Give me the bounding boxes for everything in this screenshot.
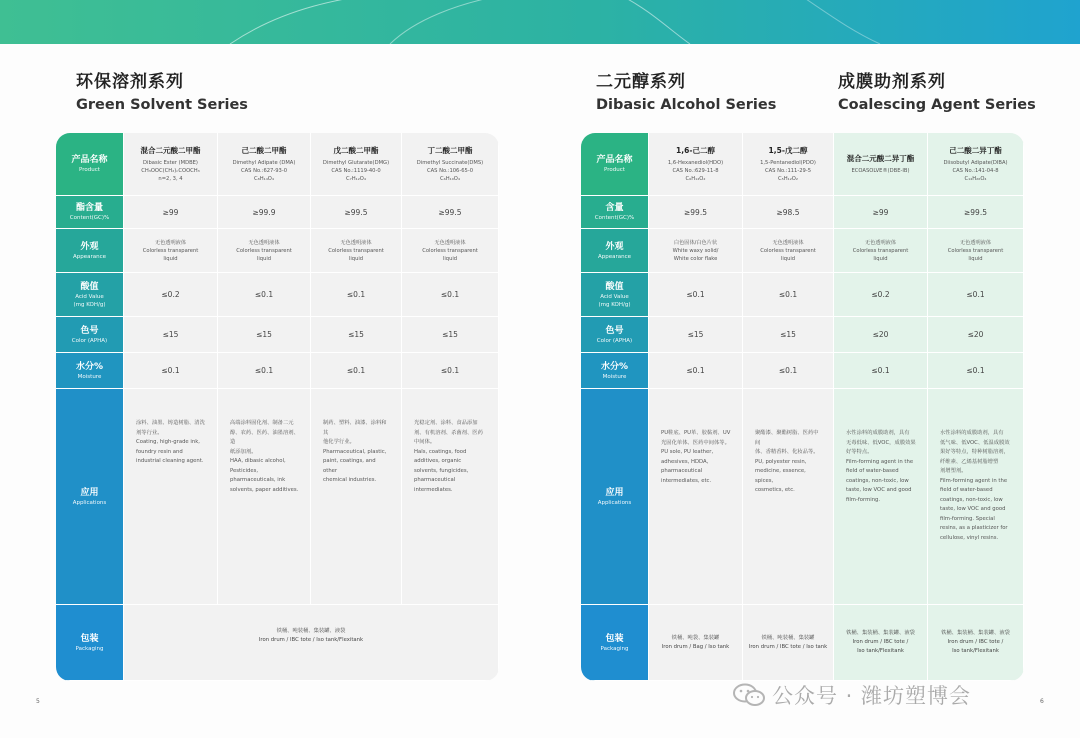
moisture-value: ≤0.1: [311, 353, 402, 389]
packaging-cn: 铁桶、吨装桶、集装罐: [761, 634, 815, 641]
app-line: 高端涂料固化剂、制备二元: [230, 420, 294, 426]
color-value: ≤20: [834, 317, 928, 353]
packaging-en: Iso tank/Flexitank: [857, 648, 904, 654]
app-line: 好等特点。: [846, 449, 873, 455]
product-line: Dimethyl Glutarate(DMG): [322, 160, 390, 166]
product-line: C₆H₁₄O₂: [685, 176, 706, 182]
product-name: 戊二酸二甲酯: [333, 146, 379, 155]
appearance-cn: 无色透明液体: [434, 239, 466, 246]
green-solvent-table: [56, 133, 499, 681]
product-line: CAS No.:111-29-5: [764, 168, 812, 174]
product-header: [124, 133, 218, 196]
page-number-left: 5: [36, 698, 40, 705]
coalescing-agent-title-en: Coalescing Agent Series: [838, 97, 1036, 113]
label-en: Content(GC)%: [69, 215, 110, 221]
app-line: 醇、农药、医药、油墨溶剂、造: [230, 429, 299, 445]
label-en: Acid Value: [75, 293, 104, 300]
product-header: [218, 133, 311, 196]
product-header: [402, 133, 499, 196]
coalescing-agent-title-cn: 成膜助剂系列: [838, 72, 946, 92]
appearance-cell: [743, 229, 834, 273]
app-line: Coating, high-grade ink,: [136, 439, 200, 445]
appearance-en: White waxy solid/: [672, 247, 719, 254]
label-cn: 色号: [80, 325, 99, 336]
content-value: ≥99.9: [218, 196, 311, 229]
app-line: 纤维素、乙烯基树脂增塑: [940, 458, 999, 465]
row-header-appearance: [581, 229, 649, 273]
row-header-product: [581, 133, 649, 196]
moisture-value: ≤0.1: [218, 353, 311, 389]
app-line: cellulose, vinyl resins.: [940, 534, 999, 541]
app-line: 果好等特点，特种树脂溶剂，: [940, 449, 1009, 455]
acid-value: ≤0.2: [834, 273, 928, 317]
appearance-en: Colorless transparent: [422, 247, 478, 254]
content-value: ≥99: [834, 196, 928, 229]
content-value: ≥99.5: [649, 196, 743, 229]
applications-cell: [834, 389, 928, 605]
acid-value: ≤0.1: [928, 273, 1024, 317]
applications-cell: [649, 389, 743, 605]
row-header-content: [56, 196, 124, 229]
product-line: C₈H₁₄O₄: [254, 176, 274, 182]
applications-cell: [743, 389, 834, 605]
row-header-content: [581, 196, 649, 229]
packaging-cell: [743, 605, 834, 681]
content-value: ≥99.5: [928, 196, 1024, 229]
app-line: 涂料、油墨、铸造树脂、清洗: [136, 420, 205, 426]
label-cn: 酯含量: [75, 203, 103, 213]
acid-value: ≤0.1: [402, 273, 499, 317]
product-line: C₆H₁₀O₄: [440, 176, 460, 182]
appearance-cell: [928, 229, 1024, 273]
green-solvent-title-cn: 环保溶剂系列: [76, 72, 184, 92]
appearance-cn: 无色透明液体: [340, 239, 372, 246]
product-name: 己二酸二甲酯: [241, 146, 287, 155]
header-band: [0, 0, 1080, 44]
label-cn: 色号: [605, 325, 624, 336]
acid-value: ≤0.1: [218, 273, 311, 317]
dibasic-alcohol-title-en: Dibasic Alcohol Series: [596, 97, 777, 113]
appearance-cn: 无色透明液体: [248, 239, 280, 246]
app-line: 光固化单体、医药中间体等。: [661, 439, 730, 446]
packaging-en: Iron drum / IBC tote / Iso tank/Flexitank: [258, 637, 364, 643]
product-line: Dimethyl Succinate(DMS): [416, 160, 484, 166]
app-line: PU sole, PU leather,: [661, 449, 714, 455]
app-line: 水性涂料的成膜助剂，具有: [846, 430, 910, 436]
product-header: [834, 133, 928, 196]
label-cn: 水分%: [600, 361, 629, 372]
app-line: 无毒低味、低VOC，成膜效果: [846, 439, 916, 446]
app-line: solvents, paper additives.: [230, 486, 299, 493]
product-name: 丁二酸二甲酯: [427, 146, 473, 155]
row-header-product: [56, 133, 124, 196]
applications-cell: [124, 389, 218, 605]
app-line: taste, low VOC and good: [940, 506, 1006, 512]
label-cn: 包装: [605, 633, 624, 644]
color-value: ≤15: [402, 317, 499, 353]
coalescing-agent-heading: [838, 72, 1036, 115]
appearance-en: White color flake: [673, 255, 718, 262]
moisture-value: ≤0.1: [928, 353, 1024, 389]
app-line: 制药、塑料、油漆、涂料和其: [323, 420, 387, 436]
applications-cell: [218, 389, 311, 605]
label-en: Packaging: [600, 645, 629, 652]
label-cn: 外观: [605, 241, 624, 252]
product-line: CAS No.:1119-40-0: [331, 168, 381, 174]
appearance-cell: [402, 229, 499, 273]
app-line: field of water-based: [846, 468, 899, 474]
app-line: intermediates, etc.: [661, 477, 712, 484]
moisture-value: ≤0.1: [834, 353, 928, 389]
app-line: 剂增塑剂。: [940, 468, 967, 474]
label-en: (mg KOH/g): [598, 301, 631, 308]
app-line: 剂等行业。: [136, 429, 163, 436]
label-cn: 包装: [80, 633, 99, 644]
decorative-curves: [0, 0, 1080, 44]
label-en: Color (APHA): [71, 337, 108, 344]
packaging-en: Iron drum / IBC tote /: [852, 639, 909, 645]
product-line: C₇H₁₂O₄: [346, 176, 366, 182]
app-line: film-forming.: [846, 496, 881, 503]
label-en: Product: [79, 167, 100, 173]
color-value: ≤15: [311, 317, 402, 353]
packaging-en: Iron drum / Bag / Iso tank: [661, 643, 730, 650]
product-header: [311, 133, 402, 196]
app-line: Hals, coatings, food: [414, 448, 467, 455]
appearance-en: liquid: [256, 255, 272, 262]
acid-value: ≤0.2: [124, 273, 218, 317]
product-name: 1,5-戊二醇: [768, 146, 808, 155]
dibasic-coalescing-table: [581, 133, 1024, 681]
app-line: pharmaceuticals, ink: [230, 477, 286, 483]
packaging-cell: [834, 605, 928, 681]
packaging-en: Iron drum / IBC tote / Iso tank: [748, 643, 828, 650]
app-line: 光稳定剂、涂料、食品添加: [414, 420, 478, 426]
app-line: 纸添加剂。: [230, 448, 257, 455]
app-line: coatings, non-toxic, low: [846, 477, 909, 484]
app-line: resins, as a plasticizer for: [940, 525, 1008, 531]
app-line: 低气味、低VOC、低温成膜效: [940, 439, 1010, 446]
product-line: CAS No.:627-93-0: [240, 168, 288, 174]
row-header-packaging: [581, 605, 649, 681]
app-line: chemical industries.: [323, 477, 377, 483]
label-en: Applications: [597, 499, 632, 506]
app-line: coatings, non-toxic, low: [940, 496, 1003, 503]
acid-value: ≤0.1: [743, 273, 834, 317]
product-line: Dibasic Ester (MDBE): [143, 160, 198, 166]
label-cn: 产品名称: [596, 155, 633, 165]
row-header-acid: [56, 273, 124, 317]
label-cn: 应用: [605, 487, 624, 498]
row-header-applications: [581, 389, 649, 605]
product-name: 己二酸二异丁酯: [949, 146, 1002, 155]
product-line: C₅H₁₂O₂: [778, 176, 798, 182]
label-en: Acid Value: [600, 293, 629, 300]
packaging-cell: [928, 605, 1024, 681]
product-line: n=2, 3, 4: [158, 176, 183, 182]
appearance-en: Colorless transparent: [852, 247, 909, 254]
label-en: Packaging: [75, 645, 104, 652]
product-line: 1,6-Hexanediol(HDO): [667, 160, 724, 166]
appearance-cell: [834, 229, 928, 273]
app-line: PU鞋底、PU革、胶黏剂、UV: [661, 430, 731, 436]
label-en: Applications: [72, 499, 107, 506]
label-en: Appearance: [597, 253, 632, 260]
appearance-en: liquid: [968, 255, 983, 262]
applications-cell: [311, 389, 402, 605]
row-header-moisture: [56, 353, 124, 389]
packaging-en: Iron drum / IBC tote /: [947, 639, 1004, 645]
row-header-acid: [581, 273, 649, 317]
moisture-value: ≤0.1: [743, 353, 834, 389]
app-line: Pharmaceutical, plastic,: [323, 448, 387, 455]
product-line: C₁₄H₂₆O₄: [964, 176, 987, 182]
appearance-en: Colorless transparent: [328, 247, 384, 254]
app-line: Film-forming agent in the: [846, 458, 914, 465]
row-header-color: [581, 317, 649, 353]
dibasic-alcohol-title-cn: 二元醇系列: [596, 72, 686, 92]
label-en: Appearance: [72, 253, 107, 260]
product-name: 1,6-己二醇: [676, 146, 715, 155]
app-line: Pesticides,: [230, 467, 259, 474]
moisture-value: ≤0.1: [124, 353, 218, 389]
label-en: Product: [604, 167, 625, 173]
app-line: film-forming. Special: [940, 515, 995, 522]
appearance-en: liquid: [163, 255, 178, 262]
app-line: paint, coatings, and other: [323, 458, 376, 474]
label-cn: 产品名称: [71, 155, 108, 165]
appearance-cell: [218, 229, 311, 273]
appearance-cn: 白色固体/白色片状: [673, 239, 718, 246]
label-en: Moisture: [77, 373, 102, 380]
content-value: ≥99.5: [402, 196, 499, 229]
appearance-en: Colorless transparent: [236, 247, 292, 254]
label-cn: 外观: [80, 241, 99, 252]
app-line: field of water-based: [940, 487, 993, 493]
appearance-cell: [649, 229, 743, 273]
app-line: additives, organic: [414, 458, 462, 464]
app-line: 体、香精香料、化妆品等。: [755, 449, 819, 455]
app-line: 中间体。: [414, 439, 436, 445]
appearance-cn: 无色透明液体: [864, 239, 897, 246]
acid-value: ≤0.1: [649, 273, 743, 317]
label-en: Moisture: [602, 373, 627, 380]
wechat-icon: [732, 683, 766, 707]
color-value: ≤15: [649, 317, 743, 353]
watermark: [732, 680, 971, 710]
app-line: 他化学行业。: [323, 439, 355, 445]
row-header-packaging: [56, 605, 124, 681]
app-line: cosmetics, etc.: [755, 487, 795, 493]
acid-value: ≤0.1: [311, 273, 402, 317]
dibasic-alcohol-heading: [596, 72, 776, 115]
row-header-moisture: [581, 353, 649, 389]
row-header-appearance: [56, 229, 124, 273]
content-value: ≥98.5: [743, 196, 834, 229]
app-line: foundry resin and: [136, 448, 183, 455]
product-name: 混合二元酸二甲酯: [140, 146, 201, 155]
moisture-value: ≤0.1: [402, 353, 499, 389]
packaging-en: Iso tank/Flexitank: [952, 648, 999, 654]
moisture-value: ≤0.1: [649, 353, 743, 389]
product-line: CH₃OOC(CH₂)ₙCOOCH₃: [141, 168, 200, 174]
label-cn: 应用: [80, 487, 99, 498]
row-header-color: [56, 317, 124, 353]
packaging-cn: 铁桶、吨袋、集装罐: [671, 634, 720, 641]
product-header: [649, 133, 743, 196]
label-en: (mg KOH/g): [73, 301, 106, 308]
content-value: ≥99: [124, 196, 218, 229]
color-value: ≤15: [218, 317, 311, 353]
product-line: Dimethyl Adipate (DMA): [232, 160, 296, 166]
app-line: pharmaceutical: [414, 477, 456, 483]
appearance-en: Colorless transparent: [760, 247, 816, 254]
appearance-cell: [124, 229, 218, 273]
green-solvent-title-en: Green Solvent Series: [76, 97, 248, 113]
packaging-cell: [649, 605, 743, 681]
label-cn: 水分%: [75, 361, 104, 372]
content-value: ≥99.5: [311, 196, 402, 229]
app-line: 水性涂料的成膜助剂，具有: [940, 430, 1004, 436]
app-line: taste, low VOC and good: [846, 487, 912, 493]
app-line: medicine, essence, spices,: [755, 468, 806, 484]
product-name: 混合二元酸二异丁酯: [846, 154, 915, 163]
product-line: Diisobutyl Adipate(DIBA): [943, 160, 1008, 166]
appearance-cn: 无色透明液体: [959, 239, 992, 246]
color-value: ≤15: [743, 317, 834, 353]
appearance-cell: [311, 229, 402, 273]
product-line: ECOASOLVE®(DBE-IB): [851, 168, 910, 174]
appearance-cn: 无色透明液体: [772, 239, 804, 246]
packaging-cn: 铁桶、集装桶、集装罐、液袋: [846, 630, 915, 636]
appearance-en: liquid: [348, 255, 364, 262]
packaging-cell: [124, 605, 499, 681]
packaging-cn: 铁桶、吨装桶、集装罐、液袋: [276, 628, 346, 634]
product-line: 1,5-Pentanediol(PDO): [760, 160, 816, 166]
label-en: Color (APHA): [596, 337, 633, 344]
app-line: Film-forming agent in the: [940, 477, 1008, 484]
label-cn: 含量: [605, 203, 624, 213]
color-value: ≤15: [124, 317, 218, 353]
app-line: pharmaceutical: [661, 468, 703, 474]
appearance-en: liquid: [442, 255, 458, 262]
product-line: CAS No.:141-04-8: [952, 168, 999, 174]
appearance-en: Colorless transparent: [142, 247, 199, 254]
appearance-en: liquid: [780, 255, 796, 262]
applications-cell: [928, 389, 1024, 605]
app-line: adhesives, HDDA,: [661, 458, 709, 465]
applications-cell: [402, 389, 499, 605]
packaging-cn: 铁桶、集装桶、集装罐、液袋: [941, 630, 1010, 636]
label-en: Content(GC)%: [594, 215, 635, 221]
watermark-text: 公众号 · 潍坊塑博会: [772, 684, 972, 708]
app-line: industrial cleaning agent.: [136, 458, 204, 464]
green-solvent-heading: [76, 72, 248, 115]
product-header: [743, 133, 834, 196]
row-header-applications: [56, 389, 124, 605]
app-line: intermediates.: [414, 486, 453, 493]
color-value: ≤20: [928, 317, 1024, 353]
app-line: 剂、有机溶剂、杀菌剂、医药: [414, 429, 483, 436]
product-header: [928, 133, 1024, 196]
app-line: solvents, fungicides,: [414, 467, 469, 474]
label-cn: 酸值: [80, 281, 99, 292]
app-line: HAA, dibasic alcohol,: [230, 458, 286, 464]
app-line: PU, polyester resin,: [755, 458, 807, 465]
app-line: 聚酯漆、聚酯树脂、医药中间: [755, 430, 819, 446]
appearance-en: Colorless transparent: [947, 247, 1004, 254]
label-cn: 酸值: [605, 281, 624, 292]
product-line: CAS No.:629-11-8: [672, 168, 719, 174]
product-line: CAS No.:106-65-0: [426, 168, 474, 174]
appearance-en: liquid: [873, 255, 888, 262]
page-number-right: 6: [1040, 698, 1044, 705]
appearance-cn: 无色透明液体: [154, 239, 187, 246]
